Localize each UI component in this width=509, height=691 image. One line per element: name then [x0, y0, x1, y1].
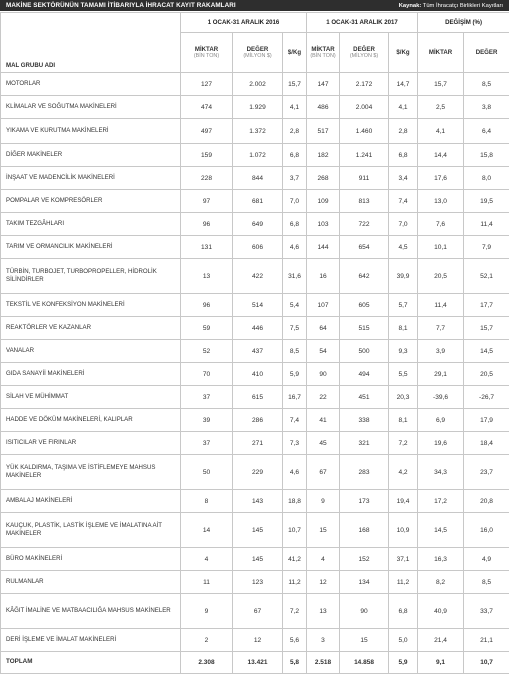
source-value: Tüm İhracatçı Birlikleri Kayıtları [422, 2, 503, 9]
cell-m2017: 517 [307, 119, 340, 144]
cell-d2016: 123 [233, 571, 283, 594]
cell-d2016: 1.929 [233, 96, 283, 119]
cell-d2016: 145 [233, 513, 283, 548]
cell-d2016: 67 [233, 594, 283, 629]
cell-m2017: 45 [307, 432, 340, 455]
table-row [1, 594, 509, 629]
group-header-row [1, 13, 509, 33]
source-note [399, 3, 503, 9]
cell-d2017: 642 [340, 259, 389, 294]
cell-cd: 52,1 [464, 259, 509, 294]
cell-d2016: 229 [233, 455, 283, 490]
cell-cm: 10,1 [418, 236, 464, 259]
cell-k2016: 7,2 [283, 594, 307, 629]
cell-m2016: 97 [181, 190, 233, 213]
cell-d2016: 2.002 [233, 73, 283, 96]
cell-d2017: 152 [340, 548, 389, 571]
cell-m2016: 2 [181, 629, 233, 652]
cell-k2016: 5,4 [283, 294, 307, 317]
cell-k2016: 7,4 [283, 409, 307, 432]
cell-k2016: 31,6 [283, 259, 307, 294]
cell-cd: 23,7 [464, 455, 509, 490]
row-label: SİLAH VE MÜHİMMAT [1, 386, 181, 409]
table-row [1, 386, 509, 409]
cell-cm: -39,6 [418, 386, 464, 409]
cell-cd: 4,9 [464, 548, 509, 571]
table-row [1, 294, 509, 317]
cell-cm: 21,4 [418, 629, 464, 652]
cell-m2017: 90 [307, 363, 340, 386]
col-header-change-miktar: MİKTAR [418, 33, 464, 73]
cell-d2016: 145 [233, 548, 283, 571]
source-label: Kaynak: [398, 2, 422, 9]
cell-d2016: 844 [233, 167, 283, 190]
cell-k2017: 8,1 [389, 317, 418, 340]
deger-label: DEĞER [353, 45, 375, 53]
cell-m2017: 41 [307, 409, 340, 432]
cell-m2017: 9 [307, 490, 340, 513]
col-header-miktar-2017 [307, 33, 340, 73]
cell-cm: 29,1 [418, 363, 464, 386]
cell-cd: 6,4 [464, 119, 509, 144]
cell-k2017: 19,4 [389, 490, 418, 513]
miktar-unit: (BİN TON) [310, 52, 336, 59]
row-label: REAKTÖRLER VE KAZANLAR [1, 317, 181, 340]
col-header-deger-2016 [233, 33, 283, 73]
cell-cd: 15,7 [464, 317, 509, 340]
cell-k2017: 3,4 [389, 167, 418, 190]
cell-cd: 8,5 [464, 571, 509, 594]
miktar-label: MİKTAR [311, 45, 335, 53]
cell-k2016: 7,3 [283, 432, 307, 455]
row-label: DERİ İŞLEME VE İMALAT MAKİNELERİ [1, 629, 181, 652]
cell-m2017: 147 [307, 73, 340, 96]
row-label: TEKSTİL VE KONFEKSİYON MAKİNELERİ [1, 294, 181, 317]
group-header-2016: 1 OCAK-31 ARALIK 2016 [181, 13, 307, 33]
cell-k2017: 39,9 [389, 259, 418, 294]
total-cell-d2017: 14.858 [340, 652, 389, 674]
cell-d2017: 494 [340, 363, 389, 386]
cell-m2016: 14 [181, 513, 233, 548]
cell-k2016: 6,8 [283, 144, 307, 167]
row-label: POMPALAR VE KOMPRESÖRLER [1, 190, 181, 213]
cell-d2016: 649 [233, 213, 283, 236]
cell-d2016: 422 [233, 259, 283, 294]
cell-d2017: 173 [340, 490, 389, 513]
cell-cm: 20,5 [418, 259, 464, 294]
table-title: MAKİNE SEKTÖRÜNÜN TAMAMI İTİBARIYLA İHRACAT KAYIT RAKAMLARI [6, 2, 236, 9]
col-header-deger-2017 [340, 33, 389, 73]
cell-m2016: 9 [181, 594, 233, 629]
cell-k2016: 2,8 [283, 119, 307, 144]
cell-d2016: 446 [233, 317, 283, 340]
cell-k2016: 4,6 [283, 236, 307, 259]
cell-d2017: 605 [340, 294, 389, 317]
cell-m2016: 11 [181, 571, 233, 594]
cell-cd: 14,5 [464, 340, 509, 363]
cell-k2017: 6,8 [389, 144, 418, 167]
cell-d2017: 168 [340, 513, 389, 548]
cell-d2017: 1.241 [340, 144, 389, 167]
cell-k2016: 10,7 [283, 513, 307, 548]
miktar-label: MİKTAR [194, 45, 219, 53]
cell-cm: 4,1 [418, 119, 464, 144]
cell-cm: 11,4 [418, 294, 464, 317]
cell-k2017: 14,7 [389, 73, 418, 96]
cell-cm: 34,3 [418, 455, 464, 490]
cell-d2016: 410 [233, 363, 283, 386]
miktar-unit: (BİN TON) [193, 52, 220, 59]
cell-m2017: 144 [307, 236, 340, 259]
col-header-miktar-2016 [181, 33, 233, 73]
total-cell-k2016: 5,8 [283, 652, 307, 674]
cell-m2017: 16 [307, 259, 340, 294]
row-label: KLİMALAR VE SOĞUTMA MAKİNELERİ [1, 96, 181, 119]
row-label: TAKIM TEZGÂHLARI [1, 213, 181, 236]
cell-d2017: 2.004 [340, 96, 389, 119]
cell-k2016: 4,1 [283, 96, 307, 119]
row-label: HADDE VE DÖKÜM MAKİNELERİ, KALIPLAR [1, 409, 181, 432]
cell-m2016: 37 [181, 386, 233, 409]
deger-unit: (MİLYON $) [349, 52, 379, 59]
cell-d2017: 654 [340, 236, 389, 259]
cell-k2016: 5,9 [283, 363, 307, 386]
cell-d2017: 1.460 [340, 119, 389, 144]
cell-cm: 16,3 [418, 548, 464, 571]
cell-cm: 17,6 [418, 167, 464, 190]
cell-m2016: 50 [181, 455, 233, 490]
cell-k2017: 5,7 [389, 294, 418, 317]
cell-k2016: 11,2 [283, 571, 307, 594]
cell-d2017: 515 [340, 317, 389, 340]
table-row [1, 363, 509, 386]
cell-m2017: 54 [307, 340, 340, 363]
table-row [1, 167, 509, 190]
cell-m2017: 109 [307, 190, 340, 213]
cell-k2016: 8,5 [283, 340, 307, 363]
row-label: MOTORLAR [1, 73, 181, 96]
cell-cd: 20,5 [464, 363, 509, 386]
cell-m2017: 22 [307, 386, 340, 409]
table-row [1, 629, 509, 652]
cell-cd: 3,8 [464, 96, 509, 119]
table-row [1, 73, 509, 96]
cell-cm: 14,5 [418, 513, 464, 548]
cell-m2016: 39 [181, 409, 233, 432]
cell-k2017: 7,2 [389, 432, 418, 455]
cell-d2017: 134 [340, 571, 389, 594]
row-label: YÜK KALDIRMA, TAŞIMA VE İSTİFLEMEYE MAHSUS MAKİNELER [1, 455, 181, 490]
table-row [1, 317, 509, 340]
cell-cd: 18,4 [464, 432, 509, 455]
cell-d2017: 321 [340, 432, 389, 455]
cell-k2017: 8,1 [389, 409, 418, 432]
table-row [1, 490, 509, 513]
row-label: ISITICILAR VE FIRINLAR [1, 432, 181, 455]
row-label: TÜRBİN, TURBOJET, TURBOPROPELLER, HİDROLİK SİLİNDİRLER [1, 259, 181, 294]
cell-d2016: 143 [233, 490, 283, 513]
cell-cd: 8,0 [464, 167, 509, 190]
cell-cd: 7,9 [464, 236, 509, 259]
title-bar [0, 0, 509, 11]
cell-k2017: 4,2 [389, 455, 418, 490]
table-row [1, 432, 509, 455]
cell-k2017: 5,0 [389, 629, 418, 652]
cell-k2017: 2,8 [389, 119, 418, 144]
cell-d2016: 437 [233, 340, 283, 363]
cell-cd: 17,7 [464, 294, 509, 317]
cell-m2017: 4 [307, 548, 340, 571]
cell-m2016: 228 [181, 167, 233, 190]
table-row [1, 119, 509, 144]
cell-d2017: 338 [340, 409, 389, 432]
cell-m2017: 15 [307, 513, 340, 548]
cell-m2016: 37 [181, 432, 233, 455]
cell-k2017: 4,5 [389, 236, 418, 259]
cell-k2016: 4,6 [283, 455, 307, 490]
row-label: KÂĞIT İMALİNE VE MATBAACILIĞA MAHSUS MAKİNELER [1, 594, 181, 629]
cell-k2017: 7,0 [389, 213, 418, 236]
row-label: AMBALAJ MAKİNELERİ [1, 490, 181, 513]
total-cell-m2016: 2.308 [181, 652, 233, 674]
col-header-perkg-2016: $/Kg [283, 33, 307, 73]
cell-cm: 7,6 [418, 213, 464, 236]
export-table [0, 12, 509, 674]
cell-k2016: 3,7 [283, 167, 307, 190]
cell-m2017: 13 [307, 594, 340, 629]
row-label: GIDA SANAYİİ MAKİNELERİ [1, 363, 181, 386]
cell-m2017: 12 [307, 571, 340, 594]
cell-k2017: 37,1 [389, 548, 418, 571]
cell-m2017: 103 [307, 213, 340, 236]
cell-k2016: 6,8 [283, 213, 307, 236]
col-header-mal-grubu: MAL GRUBU ADI [1, 13, 181, 73]
cell-m2017: 107 [307, 294, 340, 317]
table-row [1, 340, 509, 363]
total-cell-k2017: 5,9 [389, 652, 418, 674]
cell-d2016: 271 [233, 432, 283, 455]
cell-d2017: 15 [340, 629, 389, 652]
cell-m2017: 486 [307, 96, 340, 119]
cell-cd: 16,0 [464, 513, 509, 548]
group-header-2017: 1 OCAK-31 ARALIK 2017 [307, 13, 418, 33]
cell-m2017: 64 [307, 317, 340, 340]
row-label: VANALAR [1, 340, 181, 363]
cell-cd: 11,4 [464, 213, 509, 236]
cell-d2017: 911 [340, 167, 389, 190]
cell-d2016: 606 [233, 236, 283, 259]
row-label: İNŞAAT VE MADENCİLİK MAKİNELERİ [1, 167, 181, 190]
cell-d2016: 681 [233, 190, 283, 213]
cell-cm: 15,7 [418, 73, 464, 96]
cell-k2017: 11,2 [389, 571, 418, 594]
cell-k2016: 15,7 [283, 73, 307, 96]
cell-d2017: 90 [340, 594, 389, 629]
cell-k2016: 16,7 [283, 386, 307, 409]
cell-d2016: 514 [233, 294, 283, 317]
cell-m2016: 497 [181, 119, 233, 144]
total-cell-m2017: 2.518 [307, 652, 340, 674]
cell-d2017: 722 [340, 213, 389, 236]
cell-cd: 17,9 [464, 409, 509, 432]
cell-m2016: 474 [181, 96, 233, 119]
cell-d2017: 500 [340, 340, 389, 363]
cell-cd: 8,5 [464, 73, 509, 96]
cell-m2017: 67 [307, 455, 340, 490]
cell-k2016: 5,6 [283, 629, 307, 652]
cell-m2016: 127 [181, 73, 233, 96]
cell-cd: 33,7 [464, 594, 509, 629]
cell-cm: 13,0 [418, 190, 464, 213]
table-row [1, 190, 509, 213]
cell-cm: 3,9 [418, 340, 464, 363]
row-label: RULMANLAR [1, 571, 181, 594]
table-row [1, 259, 509, 294]
row-label: DİĞER MAKİNELER [1, 144, 181, 167]
cell-m2016: 4 [181, 548, 233, 571]
deger-unit: (MİLYON $) [243, 52, 272, 59]
table-row [1, 455, 509, 490]
cell-m2016: 159 [181, 144, 233, 167]
total-cell-d2016: 13.421 [233, 652, 283, 674]
cell-m2017: 182 [307, 144, 340, 167]
group-header-change: DEĞİŞİM (%) [418, 13, 509, 33]
table-row [1, 144, 509, 167]
cell-d2017: 2.172 [340, 73, 389, 96]
cell-k2016: 7,5 [283, 317, 307, 340]
cell-k2017: 6,8 [389, 594, 418, 629]
cell-m2016: 8 [181, 490, 233, 513]
total-label: TOPLAM [1, 652, 181, 674]
cell-k2017: 5,5 [389, 363, 418, 386]
cell-cd: 20,8 [464, 490, 509, 513]
table-row [1, 96, 509, 119]
cell-cm: 14,4 [418, 144, 464, 167]
col-header-perkg-2017: $/Kg [389, 33, 418, 73]
cell-m2017: 268 [307, 167, 340, 190]
cell-k2017: 20,3 [389, 386, 418, 409]
total-row [1, 652, 509, 674]
cell-d2016: 1.072 [233, 144, 283, 167]
cell-d2017: 283 [340, 455, 389, 490]
cell-d2017: 813 [340, 190, 389, 213]
table-body [1, 73, 509, 674]
row-label: BÜRO MAKİNELERİ [1, 548, 181, 571]
table-row [1, 236, 509, 259]
cell-cm: 6,9 [418, 409, 464, 432]
col-header-change-deger: DEĞER [464, 33, 509, 73]
cell-d2016: 1.372 [233, 119, 283, 144]
cell-d2016: 615 [233, 386, 283, 409]
cell-k2017: 9,3 [389, 340, 418, 363]
cell-k2016: 18,8 [283, 490, 307, 513]
cell-cd: -26,7 [464, 386, 509, 409]
cell-cd: 21,1 [464, 629, 509, 652]
cell-m2017: 3 [307, 629, 340, 652]
cell-cd: 15,8 [464, 144, 509, 167]
table-row [1, 548, 509, 571]
cell-cm: 40,9 [418, 594, 464, 629]
cell-m2016: 13 [181, 259, 233, 294]
cell-d2016: 286 [233, 409, 283, 432]
table-row [1, 409, 509, 432]
cell-m2016: 96 [181, 294, 233, 317]
total-cell-cd: 10,7 [464, 652, 509, 674]
row-label: KAUÇUK, PLASTİK, LASTİK İŞLEME VE İMALATINA AİT MAKİNELER [1, 513, 181, 548]
table-row [1, 513, 509, 548]
deger-label: DEĞER [246, 45, 269, 53]
cell-m2016: 131 [181, 236, 233, 259]
cell-k2017: 7,4 [389, 190, 418, 213]
total-cell-cm: 9,1 [418, 652, 464, 674]
cell-cd: 19,5 [464, 190, 509, 213]
row-label: TARIM VE ORMANCILIK MAKİNELERİ [1, 236, 181, 259]
row-label: YIKAMA VE KURUTMA MAKİNELERİ [1, 119, 181, 144]
cell-d2016: 12 [233, 629, 283, 652]
cell-m2016: 52 [181, 340, 233, 363]
cell-cm: 19,6 [418, 432, 464, 455]
cell-m2016: 70 [181, 363, 233, 386]
cell-cm: 8,2 [418, 571, 464, 594]
cell-k2017: 4,1 [389, 96, 418, 119]
table-row [1, 571, 509, 594]
cell-cm: 2,5 [418, 96, 464, 119]
cell-k2016: 7,0 [283, 190, 307, 213]
cell-m2016: 59 [181, 317, 233, 340]
cell-d2017: 451 [340, 386, 389, 409]
cell-cm: 7,7 [418, 317, 464, 340]
cell-m2016: 96 [181, 213, 233, 236]
cell-k2016: 41,2 [283, 548, 307, 571]
cell-k2017: 10,9 [389, 513, 418, 548]
cell-cm: 17,2 [418, 490, 464, 513]
table-row [1, 213, 509, 236]
